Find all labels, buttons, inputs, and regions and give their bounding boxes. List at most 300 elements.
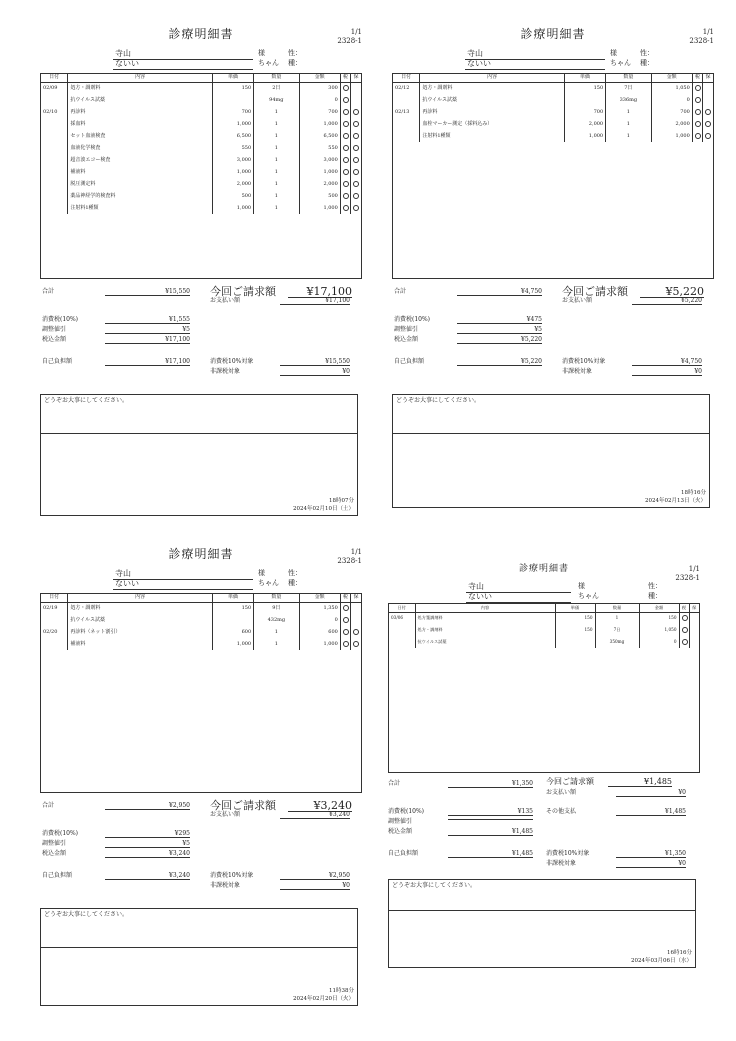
label-taxable10: 消費税10%対象 xyxy=(562,358,606,365)
cell-name: 薬品神経学的検査料 xyxy=(68,190,213,202)
circle-mark-icon xyxy=(353,157,359,163)
owner-underline xyxy=(465,59,605,60)
value-taxable10: ¥1,350 xyxy=(616,851,686,858)
cell-amount: 6,500 xyxy=(299,130,340,142)
cell-qty: 1 xyxy=(254,106,299,118)
circle-mark-icon xyxy=(343,145,349,151)
cell-tax xyxy=(692,82,702,94)
cell-unit xyxy=(212,614,253,626)
cell-name: 処方箋調剤料 xyxy=(415,612,555,624)
message-box xyxy=(388,879,696,968)
cell-amount: 0 xyxy=(639,636,679,648)
cell-amount: 300 xyxy=(299,82,340,94)
column-header-tax: 税 xyxy=(340,74,350,82)
bill-amount: ¥17,100 xyxy=(288,286,352,298)
value-nontax: ¥0 xyxy=(280,883,350,890)
label-tax10: 消費税(10%) xyxy=(42,830,79,837)
kind-label: 種： xyxy=(640,59,654,67)
cell-name: 補液料 xyxy=(68,166,213,178)
circle-mark-icon xyxy=(343,85,349,91)
table-header xyxy=(393,74,713,82)
cell-qty: 350mg xyxy=(595,636,639,648)
circle-mark-icon xyxy=(695,109,701,115)
circle-mark-icon xyxy=(343,193,349,199)
cell-ins xyxy=(703,106,713,118)
page-number xyxy=(337,28,362,46)
cell-tax xyxy=(692,94,702,106)
label-subtotal: 合計 xyxy=(394,288,407,295)
table-row xyxy=(41,626,361,638)
cell-date xyxy=(393,118,420,130)
table-row xyxy=(41,142,361,154)
cell-unit: 6,500 xyxy=(212,130,253,142)
message-text: どうぞお大事にしてください。 xyxy=(392,882,477,889)
cell-unit xyxy=(564,94,605,106)
cell-unit: 150 xyxy=(212,82,253,94)
column-header-ins: 保 xyxy=(351,74,361,82)
cell-name: 脱圧測定料 xyxy=(68,178,213,190)
column-header-ins: 保 xyxy=(703,74,713,82)
label-nontax: 非課税対象 xyxy=(562,368,593,375)
cell-date xyxy=(393,130,420,142)
cell-amount: 700 xyxy=(651,106,692,118)
cell-tax xyxy=(340,154,350,166)
cell-qty: 336mg xyxy=(606,94,651,106)
value-self-pay: ¥3,240 xyxy=(105,873,190,880)
cell-amount: 1,000 xyxy=(299,118,340,130)
table-row xyxy=(41,94,361,106)
receipt-title: 診療明細書 xyxy=(520,27,586,41)
items-grid xyxy=(389,604,699,648)
cell-name: セット血液検査 xyxy=(68,130,213,142)
receipt-title: 診療明細書 xyxy=(168,27,234,41)
circle-mark-icon xyxy=(353,133,359,139)
column-header-ins: 保 xyxy=(351,594,361,602)
column-header-qty: 数量 xyxy=(595,604,639,612)
receipt-card xyxy=(40,28,362,518)
table-row xyxy=(389,624,699,636)
cell-amount: 1,000 xyxy=(299,202,340,214)
pet-name: ないい xyxy=(468,592,492,601)
pet-name: ないい xyxy=(115,579,139,588)
value-tax10: ¥135 xyxy=(448,809,533,816)
message-divider xyxy=(41,433,357,434)
chan-label: ちゃん xyxy=(578,592,599,600)
table-row xyxy=(393,106,713,118)
circle-mark-icon xyxy=(695,85,701,91)
cell-ins xyxy=(351,154,361,166)
value-taxable10: ¥15,550 xyxy=(280,359,350,366)
cell-date: 02/13 xyxy=(393,106,420,118)
value-taxable10: ¥4,750 xyxy=(632,359,702,366)
timestamp xyxy=(631,949,692,965)
cell-qty: 1 xyxy=(606,106,651,118)
cell-qty: 1 xyxy=(254,154,299,166)
cell-qty: 1 xyxy=(254,202,299,214)
cell-date xyxy=(389,636,415,648)
cell-unit: 1,000 xyxy=(212,638,253,650)
cell-ins xyxy=(703,130,713,142)
value-paid: ¥3,240 xyxy=(280,812,350,819)
owner-surname: 寺山 xyxy=(467,49,483,58)
cell-date: 02/12 xyxy=(393,82,420,94)
chan-label: ちゃん xyxy=(258,59,279,67)
circle-mark-icon xyxy=(695,133,701,139)
sama-label: 様 xyxy=(258,49,265,57)
column-header-tax: 税 xyxy=(679,604,689,612)
circle-mark-icon xyxy=(343,97,349,103)
label-subtotal: 合計 xyxy=(42,288,55,295)
circle-mark-icon xyxy=(695,97,701,103)
page-label: 1/1 xyxy=(688,565,700,573)
circle-mark-icon xyxy=(353,145,359,151)
column-header-date: 日付 xyxy=(393,74,420,82)
receipt-card xyxy=(388,565,700,970)
receipt-title: 診療明細書 xyxy=(518,564,569,574)
cell-name: 再診料（ネット割引） xyxy=(68,626,213,638)
cell-ins xyxy=(351,94,361,106)
cell-amount: 550 xyxy=(299,142,340,154)
cell-qty: 94mg xyxy=(254,94,299,106)
table-row xyxy=(41,154,361,166)
owner-surname: 寺山 xyxy=(115,569,131,578)
column-header-item: 内容 xyxy=(68,74,213,82)
column-header-tax: 税 xyxy=(340,594,350,602)
cell-qty: 7日 xyxy=(606,82,651,94)
owner-underline xyxy=(113,579,253,580)
receipt-card xyxy=(392,28,714,510)
cell-ins xyxy=(703,118,713,130)
cell-ins xyxy=(351,178,361,190)
label-paid: お支払い額 xyxy=(546,789,577,796)
cell-ins xyxy=(351,82,361,94)
cell-qty: 1 xyxy=(254,130,299,142)
value-rounding: ¥5 xyxy=(457,327,542,334)
cell-unit xyxy=(555,636,595,648)
cell-tax xyxy=(340,190,350,202)
cell-unit: 150 xyxy=(555,612,595,624)
cell-amount: 3,000 xyxy=(299,154,340,166)
circle-mark-icon xyxy=(353,181,359,187)
items-table xyxy=(392,73,714,279)
cell-qty: 1 xyxy=(254,142,299,154)
value-tax10: ¥475 xyxy=(457,317,542,324)
document-id: 2328-1 xyxy=(337,37,362,45)
column-header-qty: 数量 xyxy=(254,74,299,82)
sama-label: 様 xyxy=(578,582,585,590)
chan-label: ちゃん xyxy=(610,59,631,67)
receipt-title: 診療明細書 xyxy=(168,547,234,561)
label-self-pay: 自己負担額 xyxy=(42,872,73,879)
table-row xyxy=(41,602,361,614)
timestamp xyxy=(645,489,706,505)
cell-date xyxy=(41,94,68,106)
cell-tax xyxy=(679,612,689,624)
table-row xyxy=(41,130,361,142)
page-number xyxy=(675,565,700,583)
circle-mark-icon xyxy=(343,169,349,175)
column-header-unit: 単価 xyxy=(212,594,253,602)
value-tax10: ¥295 xyxy=(105,831,190,838)
items-table xyxy=(40,73,362,279)
label-total-incl: 税込金額 xyxy=(394,336,419,343)
cell-name: 注射料1種類 xyxy=(420,130,565,142)
cell-qty: 1 xyxy=(606,130,651,142)
label-rounding: 調整値引 xyxy=(394,326,419,333)
circle-mark-icon xyxy=(353,629,359,635)
cell-ins xyxy=(703,82,713,94)
table-row xyxy=(41,118,361,130)
value-rounding: ¥5 xyxy=(105,327,190,334)
cell-tax xyxy=(340,638,350,650)
cell-tax xyxy=(692,118,702,130)
cell-amount: 500 xyxy=(299,190,340,202)
cell-qty: 2日 xyxy=(254,82,299,94)
cell-tax xyxy=(340,142,350,154)
pet-underline xyxy=(113,589,253,590)
table-row xyxy=(41,178,361,190)
cell-unit: 3,000 xyxy=(212,154,253,166)
cell-qty: 1 xyxy=(606,118,651,130)
bill-amount: ¥5,220 xyxy=(640,286,704,298)
message-divider xyxy=(41,947,357,948)
circle-mark-icon xyxy=(705,109,711,115)
bill-label: 今回ご請求額 xyxy=(210,285,276,298)
label-rounding: 調整値引 xyxy=(388,818,413,825)
cell-ins xyxy=(351,638,361,650)
cell-ins xyxy=(351,602,361,614)
table-row xyxy=(393,130,713,142)
table-row xyxy=(393,82,713,94)
cell-name: 超音波エコー検査 xyxy=(68,154,213,166)
cell-qty: 1 xyxy=(254,626,299,638)
value-total-incl: ¥1,485 xyxy=(448,829,533,836)
cell-tax xyxy=(340,130,350,142)
circle-mark-icon xyxy=(353,169,359,175)
cell-unit: 500 xyxy=(212,190,253,202)
cell-tax xyxy=(340,626,350,638)
cell-amount: 1,350 xyxy=(299,602,340,614)
cell-unit: 700 xyxy=(564,106,605,118)
circle-mark-icon xyxy=(682,627,688,633)
column-header-date: 日付 xyxy=(389,604,415,612)
label-subtotal: 合計 xyxy=(42,802,55,809)
label-self-pay: 自己負担額 xyxy=(394,358,425,365)
circle-mark-icon xyxy=(343,109,349,115)
bill-label: 今回ご請求額 xyxy=(562,285,628,298)
table-row xyxy=(41,614,361,626)
cell-tax xyxy=(692,130,702,142)
cell-ins xyxy=(351,614,361,626)
sex-label: 性： xyxy=(288,49,302,57)
cell-amount: 1,000 xyxy=(299,638,340,650)
cell-unit: 2,000 xyxy=(564,118,605,130)
table-row xyxy=(389,636,699,648)
circle-mark-icon xyxy=(695,121,701,127)
value-self-pay: ¥5,220 xyxy=(457,359,542,366)
value-paid: ¥5,220 xyxy=(632,298,702,305)
cell-date: 02/19 xyxy=(41,602,68,614)
bill-amount: ¥3,240 xyxy=(288,800,352,812)
cell-qty: 432mg xyxy=(254,614,299,626)
column-header-ins: 保 xyxy=(689,604,699,612)
cell-unit: 150 xyxy=(564,82,605,94)
cell-name: 再診料 xyxy=(68,106,213,118)
cell-unit: 1,000 xyxy=(212,118,253,130)
label-nontax: 非課税対象 xyxy=(210,368,241,375)
sex-label: 性： xyxy=(648,582,662,590)
label-nontax: 非課税対象 xyxy=(210,882,241,889)
kind-label: 種： xyxy=(648,592,662,600)
timestamp xyxy=(293,987,354,1003)
timestamp-date: 2024年02月13日（火） xyxy=(645,498,706,504)
cell-name: 抗ウイルス試薬 xyxy=(415,636,555,648)
value-self-pay: ¥1,485 xyxy=(448,851,533,858)
value-subtotal: ¥15,550 xyxy=(105,289,190,296)
message-text: どうぞお大事にしてください。 xyxy=(396,397,481,404)
cell-date xyxy=(41,190,68,202)
cell-date xyxy=(41,638,68,650)
circle-mark-icon xyxy=(343,121,349,127)
document-id: 2328-1 xyxy=(689,37,714,45)
cell-name: 抗ウイルス試薬 xyxy=(420,94,565,106)
cell-amount: 600 xyxy=(299,626,340,638)
sex-label: 性： xyxy=(288,569,302,577)
sama-label: 様 xyxy=(610,49,617,57)
page-label: 1/1 xyxy=(702,28,714,36)
column-header-amount: 金額 xyxy=(299,594,340,602)
cell-ins xyxy=(351,626,361,638)
cell-ins xyxy=(351,106,361,118)
value-paid: ¥17,100 xyxy=(280,298,350,305)
cell-ins xyxy=(689,612,699,624)
circle-mark-icon xyxy=(343,617,349,623)
circle-mark-icon xyxy=(353,205,359,211)
cell-amount: 0 xyxy=(651,94,692,106)
pet-name: ないい xyxy=(115,59,139,68)
kind-label: 種： xyxy=(288,59,302,67)
column-header-qty: 数量 xyxy=(254,594,299,602)
receipt-card xyxy=(40,548,362,1008)
cell-qty: 1 xyxy=(254,190,299,202)
page-number xyxy=(337,548,362,566)
cell-date xyxy=(41,154,68,166)
cell-name: 注射料1種類 xyxy=(68,202,213,214)
cell-ins xyxy=(703,94,713,106)
cell-date xyxy=(41,614,68,626)
value-change: ¥1,485 xyxy=(616,809,686,816)
value-nontax: ¥0 xyxy=(632,369,702,376)
cell-qty: 1 xyxy=(254,118,299,130)
column-header-tax: 税 xyxy=(692,74,702,82)
circle-mark-icon xyxy=(343,133,349,139)
document-id: 2328-1 xyxy=(337,557,362,565)
cell-date: 02/20 xyxy=(41,626,68,638)
cell-tax xyxy=(340,202,350,214)
message-divider xyxy=(389,910,695,911)
cell-date: 03/06 xyxy=(389,612,415,624)
message-box xyxy=(40,908,358,1006)
label-rounding: 調整値引 xyxy=(42,840,67,847)
cell-tax xyxy=(340,166,350,178)
cell-name: 補液料 xyxy=(68,638,213,650)
column-header-item: 内容 xyxy=(420,74,565,82)
cell-name: 抗ウイルス試薬 xyxy=(68,614,213,626)
message-box xyxy=(40,394,358,516)
page-label: 1/1 xyxy=(350,28,362,36)
cell-tax xyxy=(679,636,689,648)
label-taxable10: 消費税10%対象 xyxy=(210,358,254,365)
cell-ins xyxy=(351,142,361,154)
value-rounding xyxy=(448,819,533,820)
cell-tax xyxy=(340,118,350,130)
label-subtotal: 合計 xyxy=(388,780,401,787)
cell-tax xyxy=(340,82,350,94)
table-row xyxy=(41,202,361,214)
label-change: その他支払 xyxy=(546,808,577,815)
items-grid xyxy=(393,74,713,142)
cell-unit: 1,000 xyxy=(212,166,253,178)
table-row xyxy=(393,118,713,130)
cell-unit xyxy=(212,94,253,106)
circle-mark-icon xyxy=(343,157,349,163)
cell-date: 02/09 xyxy=(41,82,68,94)
cell-amount: 1,050 xyxy=(639,624,679,636)
kind-label: 種： xyxy=(288,579,302,587)
pet-underline xyxy=(465,69,605,70)
cell-date xyxy=(41,166,68,178)
label-tax10: 消費税(10%) xyxy=(394,316,431,323)
cell-name: 抗ウイルス試薬 xyxy=(68,94,213,106)
cell-amount: 1,000 xyxy=(651,130,692,142)
items-grid xyxy=(41,594,361,650)
message-box xyxy=(392,394,710,508)
owner-underline xyxy=(466,592,571,593)
value-total-incl: ¥17,100 xyxy=(105,337,190,344)
timestamp-time: 18時07分 xyxy=(329,498,354,504)
cell-date xyxy=(41,142,68,154)
cell-ins xyxy=(351,130,361,142)
cell-amount: 2,000 xyxy=(651,118,692,130)
cell-qty: 7日 xyxy=(595,624,639,636)
cell-ins xyxy=(351,202,361,214)
cell-qty: 1 xyxy=(595,612,639,624)
label-paid: お支払い額 xyxy=(210,811,241,818)
cell-name: 再診料 xyxy=(420,106,565,118)
cell-unit: 700 xyxy=(212,106,253,118)
cell-tax xyxy=(340,94,350,106)
message-text: どうぞお大事にしてください。 xyxy=(44,397,129,404)
cell-unit: 1,000 xyxy=(212,202,253,214)
value-total-incl: ¥5,220 xyxy=(457,337,542,344)
cell-name: 血栓マーカー測定（採料込み） xyxy=(420,118,565,130)
cell-amount: 700 xyxy=(299,106,340,118)
column-header-amount: 金額 xyxy=(639,604,679,612)
column-header-item: 内容 xyxy=(68,594,213,602)
value-paid: ¥0 xyxy=(616,790,686,797)
table-row xyxy=(41,82,361,94)
circle-mark-icon xyxy=(705,121,711,127)
circle-mark-icon xyxy=(682,615,688,621)
column-header-qty: 数量 xyxy=(606,74,651,82)
value-tax10: ¥1,555 xyxy=(105,317,190,324)
cell-date: 02/10 xyxy=(41,106,68,118)
column-header-date: 日付 xyxy=(41,74,68,82)
table-header xyxy=(41,74,361,82)
cell-qty: 1 xyxy=(254,638,299,650)
cell-unit: 150 xyxy=(212,602,253,614)
chan-label: ちゃん xyxy=(258,579,279,587)
